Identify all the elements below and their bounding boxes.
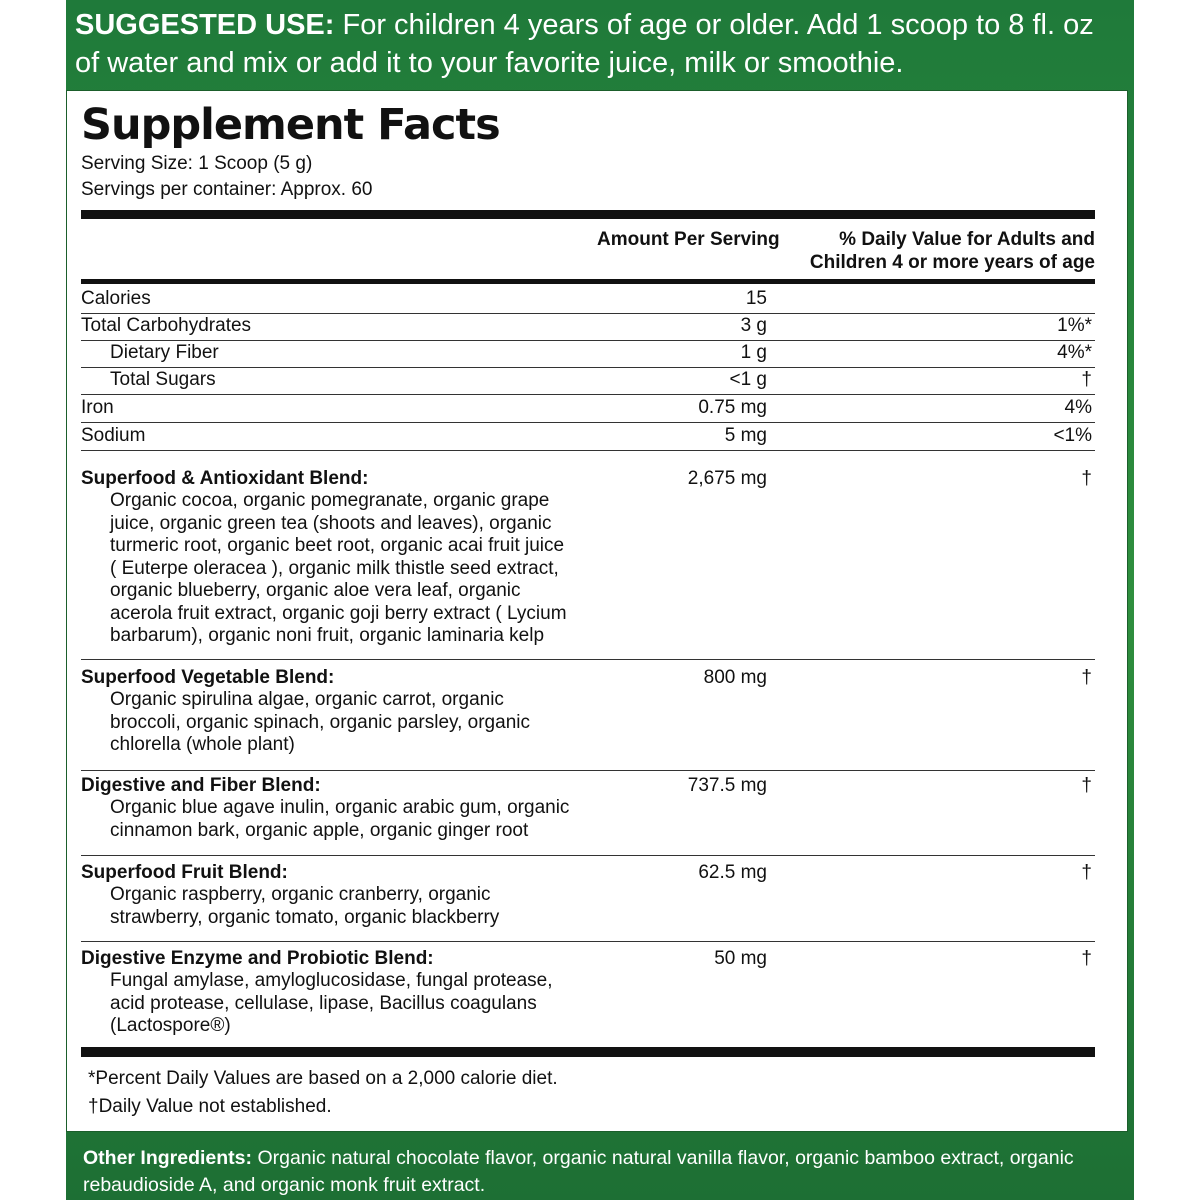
blend-amount: 62.5 mg — [698, 862, 767, 883]
blend-daily-value: † — [1081, 775, 1092, 796]
nutrient-label: Total Carbohydrates — [81, 315, 252, 336]
header-dv-line-1: % Daily Value for Adults and — [839, 229, 1095, 250]
nutrient-amount: 0.75 mg — [698, 397, 767, 418]
other-ingredients-label: Other Ingredients: — [83, 1147, 253, 1169]
blend-ingredient-line: chlorella (whole plant) — [110, 734, 295, 755]
nutrient-daily-value: <1% — [1053, 425, 1092, 446]
blend-divider — [81, 659, 1095, 660]
thick-divider-header — [81, 279, 1095, 284]
blend-ingredient-line: broccoli, organic spinach, organic parsley, organic — [110, 711, 530, 733]
suggested-use-text — [75, 6, 1125, 82]
blend-daily-value: † — [1081, 468, 1092, 489]
blend-ingredient-line: turmeric root, organic beet root, organic acai fruit juice — [110, 535, 565, 556]
blend-ingredient-line: Organic spirulina algae, organic carrot, organic — [110, 689, 504, 710]
blend-name: Digestive and Fiber Blend: — [81, 775, 321, 796]
blend-ingredients — [110, 490, 630, 648]
suggested-use-body: For children 4 years of age or older. Add 1 scoop to 8 fl. oz of water and mix or add it to your favorite juice, milk or smoothie. — [75, 9, 1094, 79]
blend-ingredient-line: strawberry, organic tomato, organic blackberry — [110, 906, 500, 928]
blend-ingredients — [110, 797, 630, 842]
blend-ingredients — [110, 884, 630, 929]
nutrient-label: Iron — [81, 397, 114, 418]
blend-ingredient-line: ( Euterpe oleracea ), organic milk thistle seed extract, — [110, 557, 559, 579]
blend-ingredient-line: Fungal amylase, amyloglucosidase, fungal protease, — [110, 970, 553, 991]
nutrient-label: Sodium — [81, 425, 146, 446]
nutrient-amount: 15 — [745, 288, 767, 309]
nutrient-row — [81, 313, 1095, 341]
blend-ingredient-line: juice, organic green tea (shoots and leaves), organic — [110, 512, 552, 534]
header-amount-per-serving: Amount Per Serving — [597, 229, 780, 250]
blend-ingredient-line: Organic cocoa, organic pomegranate, organic grape — [110, 490, 550, 511]
nutrient-row — [81, 395, 1095, 423]
blend-divider — [81, 941, 1095, 942]
blend-name: Superfood & Antioxidant Blend: — [81, 468, 369, 489]
blend-amount: 2,675 mg — [687, 468, 767, 489]
servings-per-container: Servings per container: Approx. 60 — [81, 179, 373, 200]
blend-ingredient-line: cinnamon bark, organic apple, organic ginger root — [110, 819, 529, 841]
blend-ingredient-line: organic blueberry, organic aloe vera leaf, organic — [110, 580, 521, 601]
blend-name: Digestive Enzyme and Probiotic Blend: — [81, 948, 434, 969]
blend-ingredient-line: Organic blue agave inulin, organic arabic gum, organic — [110, 797, 570, 818]
blend-amount: 737.5 mg — [687, 775, 767, 796]
other-ingredients-text: Organic natural chocolate flavor, organic natural vanilla flavor, organic bamboo extract, organic rebaudioside A, and organic monk fruit extract. — [83, 1147, 1074, 1196]
nutrient-row — [81, 423, 1095, 451]
blend-name: Superfood Vegetable Blend: — [81, 667, 335, 688]
blend-divider — [81, 855, 1095, 856]
blend-amount: 800 mg — [703, 667, 767, 688]
nutrient-amount: 1 g — [740, 342, 767, 363]
blend-ingredient-line: acid protease, cellulase, lipase, Bacillus coagulans — [110, 992, 537, 1014]
blend-daily-value: † — [1081, 948, 1092, 969]
blend-daily-value: † — [1081, 667, 1092, 688]
blend-name: Superfood Fruit Blend: — [81, 862, 288, 883]
blend-divider — [81, 770, 1095, 771]
nutrient-daily-value: 4% — [1064, 397, 1092, 418]
thick-divider-top — [81, 210, 1095, 219]
thick-divider-bottom — [81, 1047, 1095, 1057]
other-ingredients — [83, 1145, 1083, 1199]
nutrient-daily-value: 1%* — [1057, 315, 1092, 336]
header-daily-value — [810, 228, 1095, 274]
header-dv-line-2: Children 4 or more years of age — [809, 252, 1095, 273]
serving-size: Serving Size: 1 Scoop (5 g) — [81, 153, 313, 174]
footnote-daily-values: *Percent Daily Values are based on a 2,000 calorie diet. — [88, 1068, 558, 1089]
suggested-use-label: SUGGESTED USE: — [75, 9, 335, 41]
blend-ingredients — [110, 970, 630, 1038]
panel-title: Supplement Facts — [81, 100, 500, 150]
nutrient-label: Total Sugars — [110, 369, 216, 390]
nutrient-row — [81, 367, 1095, 395]
nutrient-label: Calories — [81, 288, 151, 309]
blend-daily-value: † — [1081, 862, 1092, 883]
nutrient-daily-value: † — [1081, 369, 1092, 390]
nutrient-label: Dietary Fiber — [110, 342, 219, 363]
blend-ingredient-line: (Lactospore®) — [110, 1015, 231, 1036]
nutrient-amount: <1 g — [729, 369, 767, 390]
blend-ingredient-line: barbarum), organic noni fruit, organic laminaria kelp — [110, 625, 545, 646]
footnote-dagger: †Daily Value not established. — [88, 1096, 332, 1117]
nutrient-amount: 5 mg — [724, 425, 767, 446]
nutrient-row — [81, 340, 1095, 368]
blend-ingredient-line: acerola fruit extract, organic goji berry extract ( Lycium — [110, 602, 567, 624]
blend-amount: 50 mg — [714, 948, 767, 969]
nutrient-row — [81, 286, 1095, 314]
blend-ingredients — [110, 689, 630, 757]
blend-ingredient-line: Organic raspberry, organic cranberry, organic — [110, 884, 491, 905]
nutrient-daily-value: 4%* — [1057, 342, 1092, 363]
nutrient-amount: 3 g — [740, 315, 767, 336]
